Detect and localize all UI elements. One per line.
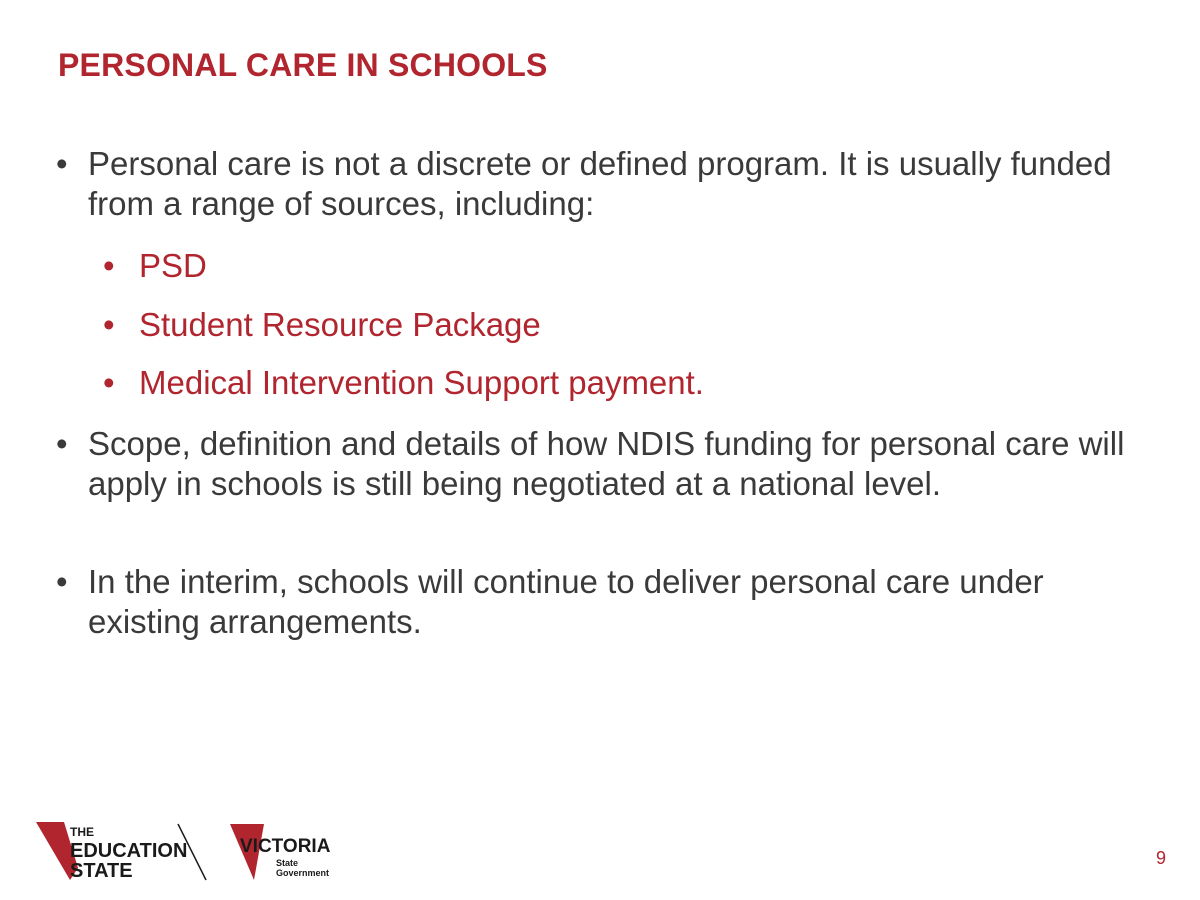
education-state-logo — [36, 822, 206, 882]
logo-text: STATE — [70, 860, 133, 882]
bullet-item — [56, 562, 1148, 642]
bullet-icon: • — [56, 425, 68, 462]
slide-title: PERSONAL CARE IN SCHOOLS — [58, 47, 548, 83]
bullet-text: Scope, definition and details of how NDIS funding for personal care will apply in schools is still being negotiated at a national level. — [88, 425, 1125, 502]
sub-bullet-text: Student Resource Package — [139, 306, 541, 343]
sub-bullet-item — [103, 305, 541, 345]
sub-bullet-text: PSD — [139, 247, 207, 284]
bullet-icon: • — [103, 364, 115, 401]
bullet-icon: • — [56, 145, 68, 182]
bullet-icon: • — [103, 247, 115, 284]
sub-bullet-text: Medical Intervention Support payment. — [139, 364, 704, 401]
logo-text: Government — [276, 868, 330, 878]
bullet-text: In the interim, schools will continue to deliver personal care under existing arrangements. — [88, 563, 1044, 640]
sub-bullet-item — [103, 246, 207, 286]
logo-text: State — [276, 858, 299, 868]
bullet-icon: • — [56, 563, 68, 600]
page-number: 9 — [1156, 848, 1167, 868]
bullet-item — [56, 144, 1148, 224]
logo-text: EDUCATION — [70, 840, 188, 862]
bullet-item — [56, 424, 1148, 504]
footer-logos — [36, 822, 356, 882]
bullet-text: Personal care is not a discrete or defined program. It is usually funded from a range of sources, including: — [88, 145, 1112, 222]
logo-text: THE — [70, 825, 94, 839]
bullet-icon: • — [103, 306, 115, 343]
victoria-government-logo — [230, 824, 331, 880]
logo-text: VICTORIA — [240, 836, 331, 857]
sub-bullet-item — [103, 363, 704, 403]
